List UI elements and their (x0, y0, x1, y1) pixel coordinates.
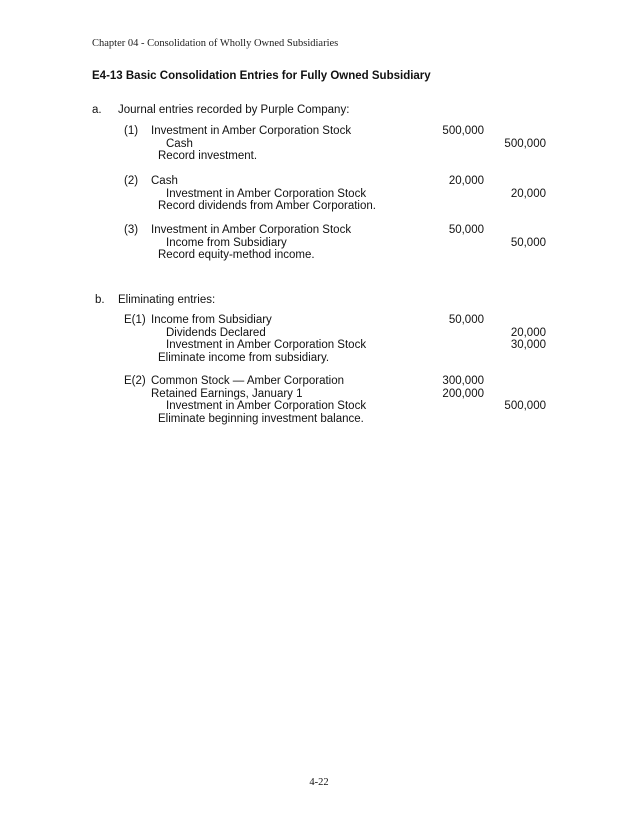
account-name: Investment in Amber Corporation Stock (166, 400, 367, 412)
exercise-title: E4-13 Basic Consolidation Entries for Fully Owned Subsidiary (92, 70, 431, 82)
chapter-header: Chapter 04 - Consolidation of Wholly Owned Subsidiaries (92, 38, 339, 49)
debit-amount: 50,000 (448, 224, 484, 236)
account-name: Income from Subsidiary (151, 314, 272, 326)
entry-memo-line (0, 200, 638, 214)
entry-memo: Eliminate beginning investment balance. (158, 412, 364, 425)
account-name: Investment in Amber Corporation Stock (151, 125, 352, 137)
account-name: Common Stock — Amber Corporation (151, 375, 345, 387)
entry-number: (1) (124, 125, 139, 137)
entry-memo: Record investment. (158, 150, 258, 162)
account-name: Cash (151, 175, 178, 187)
part-b-heading: Eliminating entries: (118, 294, 216, 306)
entry-memo: Eliminate income from subsidiary. (158, 351, 330, 364)
entry-memo-line (0, 413, 638, 427)
credit-amount: 30,000 (510, 339, 546, 351)
entry-number: (3) (124, 224, 139, 236)
debit-amount: 20,000 (448, 175, 484, 187)
account-name: Investment in Amber Corporation Stock (166, 339, 367, 351)
credit-amount: 20,000 (510, 187, 546, 200)
account-name: Retained Earnings, January 1 (151, 387, 303, 400)
entry-number: E(2) (124, 375, 146, 387)
entry-number: (2) (124, 175, 139, 187)
debit-amount: 300,000 (442, 375, 484, 387)
page-number: 4-22 (309, 777, 329, 788)
account-name: Investment in Amber Corporation Stock (151, 224, 352, 236)
account-name: Cash (166, 137, 193, 150)
account-name: Dividends Declared (166, 326, 266, 339)
part-a-letter: a. (92, 104, 102, 116)
entry-memo-line (0, 249, 638, 263)
part-a-heading: Journal entries recorded by Purple Company: (118, 104, 350, 116)
credit-amount: 50,000 (510, 236, 546, 249)
account-name: Income from Subsidiary (166, 236, 287, 249)
account-name: Investment in Amber Corporation Stock (166, 187, 367, 200)
debit-amount: 200,000 (442, 387, 484, 400)
credit-amount: 20,000 (510, 326, 546, 339)
part-b-letter: b. (95, 294, 105, 306)
entry-memo: Record equity-method income. (158, 249, 315, 261)
entry-memo-line (0, 352, 638, 366)
debit-amount: 500,000 (442, 125, 484, 137)
entry-number: E(1) (124, 314, 146, 326)
credit-amount: 500,000 (504, 137, 546, 150)
entry-memo: Record dividends from Amber Corporation. (158, 200, 376, 212)
entry-memo-line (0, 150, 638, 164)
debit-amount: 50,000 (448, 314, 484, 326)
credit-amount: 500,000 (504, 400, 546, 412)
